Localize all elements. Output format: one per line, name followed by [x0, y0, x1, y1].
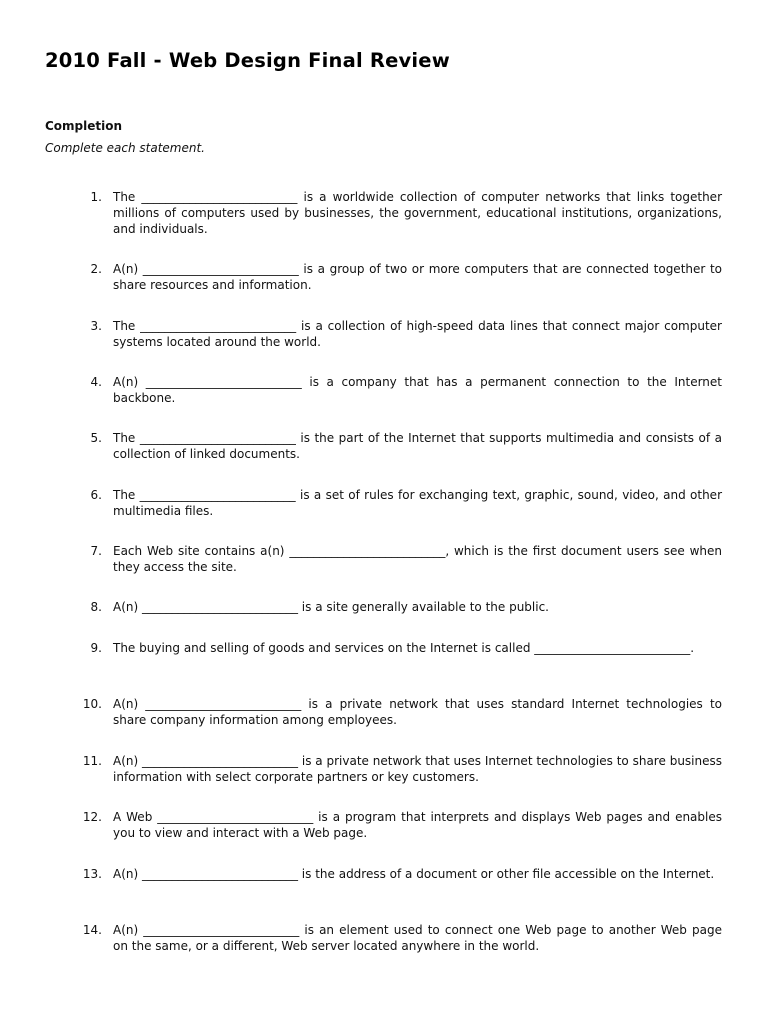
question-number: 9. [90, 641, 102, 655]
question-item [72, 753, 722, 785]
question-text: A(n) __________________________ is a private network that uses standard Internet technologies to share company information among employees. [113, 697, 722, 727]
question-item [72, 696, 722, 728]
question-text: A Web __________________________ is a program that interprets and displays Web pages and enables you to view and interact with a Web page. [113, 810, 722, 840]
question-item [72, 922, 722, 954]
question-number: 4. [90, 375, 102, 389]
question-text: The __________________________ is a collection of high-speed data lines that connect major computer systems located around the world. [113, 319, 722, 349]
question-text: Each Web site contains a(n) __________________________, which is the first document users see when they access the site. [113, 544, 722, 574]
question-number: 2. [90, 262, 102, 276]
question-text: A(n) __________________________ is a group of two or more computers that are connected together to share resources and information. [113, 262, 722, 292]
section-heading: Completion [45, 119, 123, 133]
question-item [72, 430, 722, 462]
question-item [72, 640, 722, 656]
question-item [72, 487, 722, 519]
question-item [72, 599, 722, 615]
question-number: 5. [90, 431, 102, 445]
question-item [72, 261, 722, 293]
document-title: 2010 Fall - Web Design Final Review [45, 49, 450, 72]
question-text: The buying and selling of goods and services on the Internet is called __________________________. [113, 641, 695, 655]
question-number: 11. [82, 754, 102, 768]
question-number: 6. [90, 488, 102, 502]
question-item [72, 189, 722, 237]
question-text: A(n) __________________________ is a site generally available to the public. [113, 600, 549, 614]
question-item [72, 809, 722, 841]
question-text: A(n) __________________________ is the address of a document or other file accessible on the Internet. [113, 867, 715, 881]
question-number: 8. [90, 600, 102, 614]
question-text: A(n) __________________________ is an element used to connect one Web page to another Web page on the same, or a different, Web server located anywhere in the world. [113, 923, 722, 953]
question-text: The __________________________ is a worldwide collection of computer networks that links together millions of computers used by businesses, the government, educational institutions, organizations, and individuals. [113, 190, 722, 236]
question-number: 14. [82, 923, 102, 937]
question-number: 7. [90, 544, 102, 558]
question-text: The __________________________ is the part of the Internet that supports multimedia and consists of a collection of linked documents. [113, 431, 722, 461]
question-number: 12. [82, 810, 102, 824]
question-number: 13. [82, 867, 102, 881]
question-text: The __________________________ is a set of rules for exchanging text, graphic, sound, video, and other multimedia files. [113, 488, 722, 518]
question-number: 10. [82, 697, 102, 711]
question-text: A(n) __________________________ is a private network that uses Internet technologies to share business information with select corporate partners or key customers. [113, 754, 722, 784]
section-instructions: Complete each statement. [45, 141, 205, 155]
question-item [72, 543, 722, 575]
question-item [72, 866, 722, 882]
question-number: 1. [90, 190, 102, 204]
question-text: A(n) __________________________ is a company that has a permanent connection to the Internet backbone. [113, 375, 722, 405]
question-number: 3. [90, 319, 102, 333]
question-item [72, 318, 722, 350]
question-item [72, 374, 722, 406]
